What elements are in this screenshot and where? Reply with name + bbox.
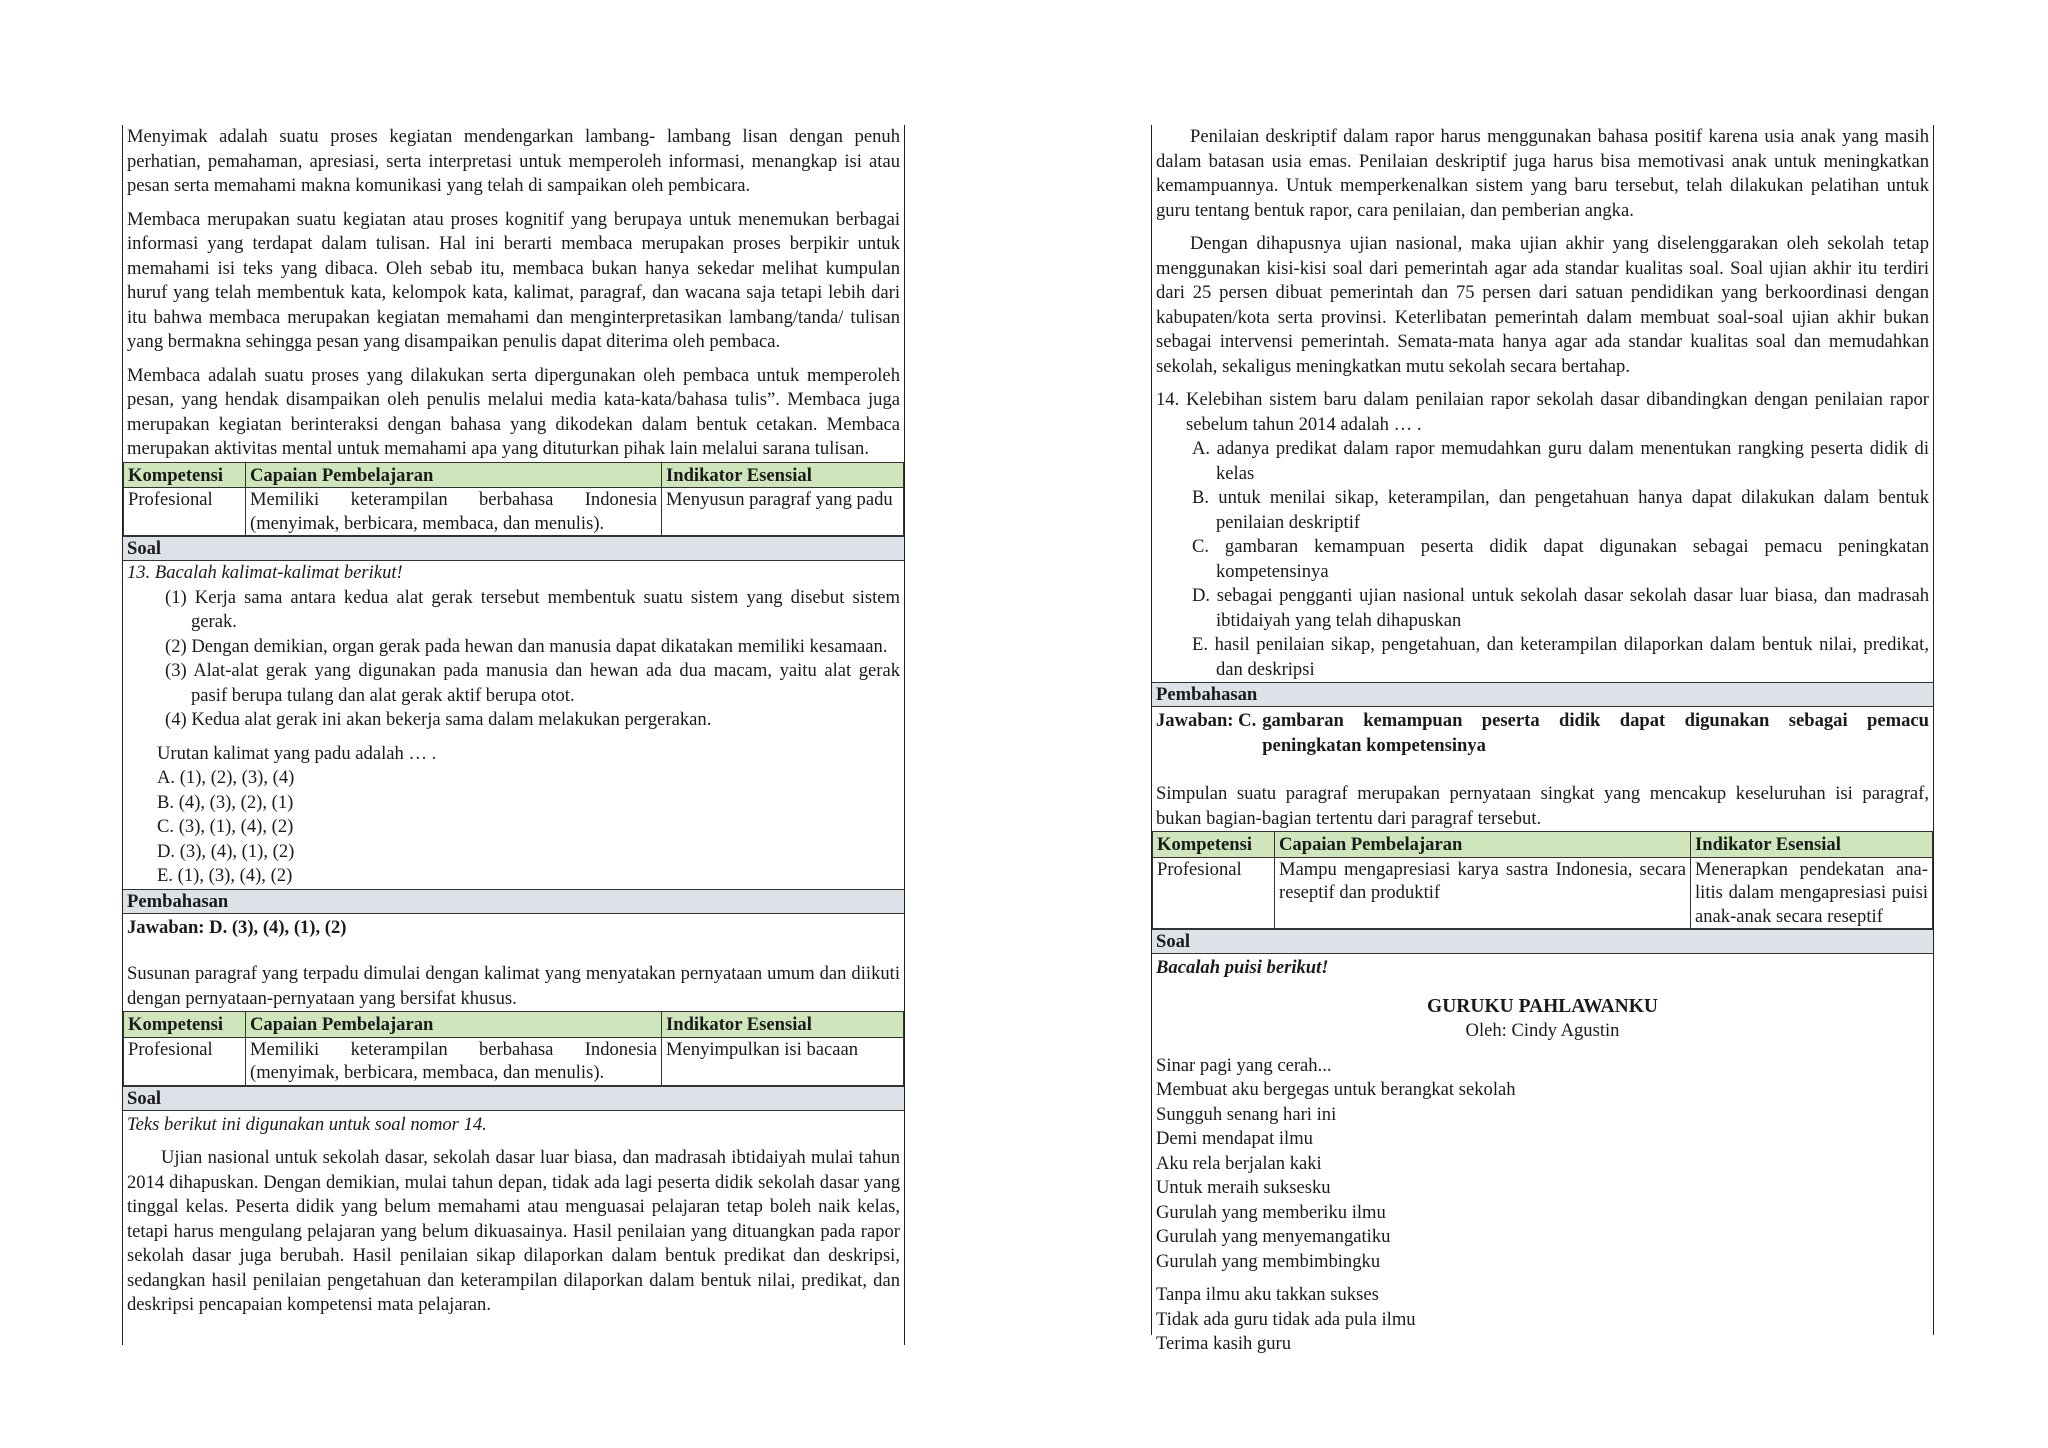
competency-table-13 [123, 462, 904, 537]
question-13-sentences [127, 586, 900, 733]
cell-kompetensi: Profesional [124, 1037, 246, 1085]
paragraph-membaca-2: Membaca adalah suatu proses yang dilakukan serta dipergunakan oleh pembaca untuk memperoleh pesan, yang hendak disampaikan oleh penulis melalui media kata-kata/bahasa tulis”. Membaca juga merupakan kegiatan berinteraksi dengan bahasa yang dikodekan dalam bentuk cetakan. Membaca merupakan aktivitas mental untuk memahami apa yang dituturkan pihak lain melalui sarana tulisan. [127, 364, 900, 459]
option-b: B. (4), (3), (2), (1) [157, 791, 294, 813]
header-indikator: Indikator Esensial [662, 462, 904, 488]
question-13-title: 13. Bacalah kalimat-kalimat berikut! [127, 562, 403, 583]
cell-capaian: Memiliki keterampilan berbahasa Indonesia (menyimak, berbicara, membaca, dan menulis). [246, 1037, 662, 1085]
cell-capaian: Mampu mengapresiasi karya sastra Indonesia, secara reseptif dan produktif [1275, 857, 1691, 929]
question-14-intro: Teks berikut ini digunakan untuk soal nomor 14. [127, 1113, 487, 1135]
pembahasan-bar-13: Pembahasan [123, 889, 904, 914]
answer-14-explanation: Simpulan suatu paragraf merupakan pernyataan singkat yang mencakup keseluruhan isi paragraf, bukan bagian-bagian tertentu dari paragraf tersebut. [1156, 783, 1929, 829]
header-kompetensi: Kompetensi [1153, 832, 1275, 858]
answer-13-key: Jawaban: D. (3), (4), (1), (2) [127, 916, 347, 938]
poem-title: GURUKU PAHLAWANKU [1427, 995, 1658, 1017]
poem-line: Demi mendapat ilmu [1156, 1128, 1313, 1149]
header-indikator: Indikator Esensial [662, 1012, 904, 1038]
poem-author: Oleh: Cindy Agustin [1465, 1020, 1620, 1041]
cell-kompetensi: Profesional [124, 488, 246, 536]
pembahasan-bar-14: Pembahasan [1152, 682, 1933, 707]
option-e: E. hasil penilaian sikap, pengetahuan, dan keterampilan dilaporkan dalam bentuk nilai, predikat, dan deskripsi [1192, 634, 1929, 680]
cell-indikator: Menyimpulkan isi bacaan [662, 1037, 904, 1085]
right-page [1151, 125, 1934, 1354]
cell-capaian: Memiliki keterampilan berbahasa Indonesia (menyimak, berbicara, membaca, dan menulis). [246, 488, 662, 536]
cell-indikator: Menyusun paragraf yang padu [662, 488, 904, 536]
question-13-options [127, 766, 900, 889]
list-item: (3) Alat-alat gerak yang digunakan pada manusia dan hewan ada dua macam, yaitu alat gerak pasif berupa tulang dan alat gerak aktif berupa otot. [165, 660, 900, 706]
header-indikator: Indikator Esensial [1691, 832, 1933, 858]
answer-13 [123, 916, 904, 1012]
option-c: C. gambaran kemampuan peserta didik dapat digunakan sebagai pemacu peningkatan kompetensinya [1192, 536, 1929, 582]
soal-bar-13: Soal [123, 536, 904, 561]
poem-line: Gurulah yang menyemangatiku [1156, 1226, 1391, 1247]
poem-stanza-1 [1156, 1054, 1929, 1275]
option-b: B. untuk menilai sikap, keterampilan, dan pengetahuan hanya dapat dilakukan dalam bentuk penilaian deskriptif [1192, 487, 1929, 533]
cell-kompetensi: Profesional [1153, 857, 1275, 929]
poem-line: Gurulah yang memberiku ilmu [1156, 1201, 1386, 1223]
list-item: (4) Kedua alat gerak ini akan bekerja sama dalam melakukan pergerakan. [165, 709, 712, 730]
header-kompetensi: Kompetensi [124, 1012, 246, 1038]
list-item: (2) Dengan demikian, organ gerak pada hewan dan manusia dapat dikatakan memiliki kesamaan. [165, 635, 888, 657]
question-14-options [1156, 437, 1929, 682]
paragraph-menyimak: Menyimak adalah suatu proses kegiatan mendengarkan lambang- lambang lisan dengan penuh perhatian, pemahaman, apresiasi, serta interpretasi untuk memperoleh informasi, menangkap isi atau pesan serta memahami makna komunikasi yang telah di sampaikan oleh pembicara. [127, 126, 900, 196]
paragraph-membaca-1: Membaca merupakan suatu kegiatan atau proses kognitif yang berupaya untuk menemukan berbagai informasi yang terdapat dalam tulisan. Hal ini berarti membaca merupakan proses berpikir untuk memahami isi teks yang dibaca. Oleh sebab itu, membaca bukan hanya sekedar melihat kumpulan huruf yang telah membentuk kata, kelompok kata, kalimat, paragraf, dan wacana saja tetapi lebih dari itu bahwa membaca merupakan kegiatan memahami dan menginterpretasikan lambang/tanda/ tulisan yang bermakna sehingga pesan yang disampaikan penulis dapat diterima oleh pembaca. [127, 208, 900, 352]
poem-line: Sungguh senang hari ini [1156, 1103, 1337, 1125]
poem-prompt: Bacalah puisi berikut! [1156, 957, 1329, 978]
right-intro [1152, 125, 1933, 682]
poem-line: Untuk meraih suksesku [1156, 1177, 1331, 1198]
answer-14-prefix: Jawaban: C. [1156, 710, 1257, 731]
left-page [122, 125, 905, 1345]
question-13 [123, 561, 904, 889]
poem-line: Tidak ada guru tidak ada pula ilmu [1156, 1308, 1416, 1330]
cell-indikator: Menerapkan pendekatan ana-litis dalam mengapresiasi puisi anak-anak secara reseptif [1691, 857, 1933, 929]
question-14-passage: Ujian nasional untuk sekolah dasar, sekolah dasar luar biasa, dan madrasah ibtidaiyah mulai tahun 2014 dihapuskan. Dengan demikian, mulai tahun depan, tidak ada lagi peserta didik sekolah dasar yang tinggal kelas. Peserta didik yang belum memahami atau menguasai pelajaran tetap boleh naik kelas, tetapi harus mengulang pelajaran yang belum dikuasainya. Hasil penilaian yang dituangkan pada rapor sekolah dasar juga berubah. Hasil penilaian sikap dilaporkan dalam bentuk predikat dan deskripsi, sedangkan hasil penilaian pengetahuan dan keterampilan dilaporkan dalam bentuk nilai, predikat, dan deskripsi pencapaian kompetensi mata pelajaran. [127, 1147, 900, 1315]
option-a: A. adanya predikat dalam rapor memudahkan guru dalam menentukan rangking peserta didik di kelas [1192, 438, 1929, 484]
poem-line: Gurulah yang membimbingku [1156, 1250, 1381, 1272]
competency-table-14 [123, 1011, 904, 1086]
option-c: C. (3), (1), (4), (2) [157, 816, 294, 837]
header-capaian: Capaian Pembelajaran [1275, 832, 1691, 858]
question-14: 14. Kelebihan sistem baru dalam penilaian rapor sekolah dasar dibandingkan dengan penilaian rapor sebelum tahun 2014 adalah … . [1156, 389, 1929, 435]
header-capaian: Capaian Pembelajaran [246, 1012, 662, 1038]
option-a: A. (1), (2), (3), (4) [157, 767, 295, 788]
answer-14-key [1156, 709, 1929, 758]
poem-line: Aku rela berjalan kaki [1156, 1152, 1322, 1174]
soal-bar-15: Soal [1152, 929, 1933, 954]
header-kompetensi: Kompetensi [124, 462, 246, 488]
answer-14-text: gambaran kemampuan peserta didik dapat digunakan sebagai pemacu peningkatan kompetensinya [1262, 710, 1929, 756]
poem-section [1152, 956, 1933, 1357]
list-item: (1) Kerja sama antara kedua alat gerak tersebut membentuk suatu sistem yang disebut sistem gerak. [165, 586, 900, 632]
option-e: E. (1), (3), (4), (2) [157, 865, 293, 886]
answer-13-explanation: Susunan paragraf yang terpadu dimulai dengan kalimat yang menyatakan pernyataan umum dan diikuti dengan pernyataan-pernyataan yang bersifat khusus. [127, 963, 900, 1009]
header-capaian: Capaian Pembelajaran [246, 462, 662, 488]
poem-line: Sinar pagi yang cerah... [1156, 1054, 1332, 1076]
poem-line: Terima kasih guru [1156, 1333, 1292, 1354]
answer-14 [1152, 709, 1933, 831]
poem-line: Tanpa ilmu aku takkan sukses [1156, 1284, 1379, 1305]
competency-table-15 [1152, 831, 1933, 929]
paragraph-penilaian: Penilaian deskriptif dalam rapor harus menggunakan bahasa positif karena usia anak yang masih dalam batasan usia emas. Penilaian deskriptif juga harus bisa memotivasi anak untuk meningkatkan kemampuannya. Untuk memperkenalkan sistem yang baru tersebut, telah dilakukan pelatihan untuk guru tentang bentuk rapor, cara penilaian, dan pemberian angka. [1156, 126, 1929, 221]
option-d: D. (3), (4), (1), (2) [157, 840, 295, 862]
option-d: D. sebagai pengganti ujian nasional untuk sekolah dasar sekolah dasar luar biasa, dan madrasah ibtidaiyah yang telah dihapuskan [1192, 585, 1929, 631]
question-13-prompt: Urutan kalimat yang padu adalah … . [157, 742, 437, 764]
poem-line: Membuat aku bergegas untuk berangkat sekolah [1156, 1079, 1516, 1100]
question-14-text [123, 1113, 904, 1318]
paragraph-ujian: Dengan dihapusnya ujian nasional, maka ujian akhir yang diselenggarakan oleh sekolah tetap menggunakan kisi-kisi soal dari pemerintah agar ada standar kualitas soal. Soal ujian akhir itu terdiri dari 25 persen dibuat pemerintah dan 75 persen dari satuan pendidikan yang berkoordinasi dengan kabupaten/kota serta provinsi. Keterlibatan pemerintah dalam membuat soal-soal ujian akhir bukan sebagai intervensi pemerintah. Semata-mata hanya agar ada standar kualitas soal dan memudahkan sekolah, sekaligus meningkatkan mutu sekolah secara bertahap. [1156, 233, 1929, 377]
soal-bar-14: Soal [123, 1086, 904, 1111]
poem-stanza-2 [1156, 1283, 1929, 1357]
left-intro [123, 125, 904, 462]
